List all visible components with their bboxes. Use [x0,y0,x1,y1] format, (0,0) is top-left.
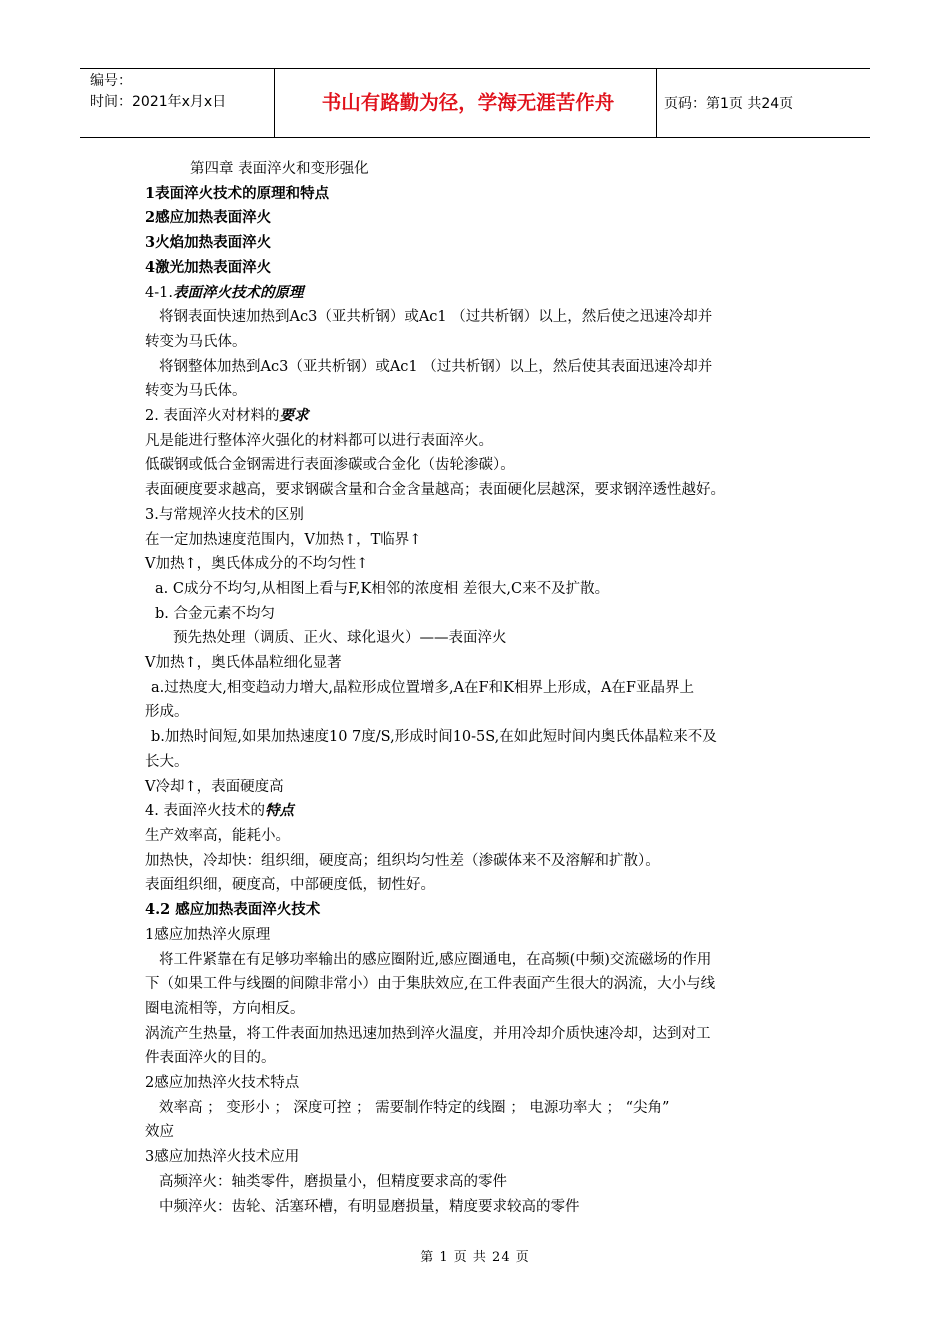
header-page-info: 页码：第1页 共24页 [664,96,794,112]
body-line-part: 4-1. [145,284,173,301]
body-line: 1表面淬火技术的原理和特点 [145,184,330,202]
body-line: 将工件紧靠在有足够功率输出的感应圈附近,感应圈通电，在高频(中频)交流磁场的作用 [159,951,712,968]
body-line: b.加热时间短,如果加热速度10 7度/S,形成时间10-5S,在如此短时间内奥氏体晶粒来不及 [151,729,717,746]
header-meta [90,71,226,113]
body-line: 4激光加热表面淬火 [145,258,272,276]
page-header [80,68,870,138]
body-line: V冷却↑，表面硬度高 [145,778,284,795]
body-line: 表面硬度要求越高，要求钢碳含量和合金含量越高；表面硬化层越深，要求钢淬透性越好。 [145,482,725,499]
body-line [145,404,813,429]
body-line: 表面组织细，硬度高，中部硬度低，韧性好。 [145,877,435,894]
body-line [145,281,813,306]
body-line: 生产效率高，能耗小。 [145,827,290,844]
body-line: 圈电流相等，方向相反。 [145,1000,305,1017]
body-line: 转变为马氏体。 [145,383,247,400]
body-line: 形成。 [145,704,189,721]
body-line: 将钢整体加热到Ac3（亚共析钢）或Ac1 （过共析钢）以上，然后使其表面迅速冷却并 [159,358,713,375]
header-number-label: 编号： [90,73,132,89]
body-line: 3.与常规淬火技术的区别 [145,506,304,523]
body-line: 转变为马氏体。 [145,333,247,350]
body-line: 3火焰加热表面淬火 [145,234,272,252]
body-line: 在一定加热速度范围内，V加热↑，T临界↑ [145,531,422,548]
body-line: 第四章 表面淬火和变形强化 [190,161,369,177]
body-line-part: 要求 [279,407,309,425]
header-motto: 书山有路勤为径，学海无涯苦作舟 [321,91,615,114]
body-line: 凡是能进行整体淬火强化的材料都可以进行表面淬火。 [145,432,493,449]
body-line: 4.2 感应加热表面淬火技术 [145,901,321,919]
body-line: 涡流产生热量，将工件表面加热迅速加热到淬火温度，并用冷却介质快速冷却，达到对工 [145,1025,711,1042]
body-line: 高频淬火：轴类零件，磨损量小，但精度要求高的零件 [159,1173,507,1190]
body-line: a.过热度大,相变趋动力增大,晶粒形成位置增多,A在F和K相界上形成，A在F亚晶界上 [151,679,694,696]
body-line: 中频淬火：齿轮、活塞环槽，有明显磨损量，精度要求较高的零件 [159,1198,580,1215]
body-line-part: 表面淬火技术的原理 [172,283,304,301]
body-line: 1感应加热淬火原理 [145,926,271,943]
body-line: 预先热处理（调质、正火、球化退火）——表面淬火 [173,630,507,647]
body-line: 效应 [145,1124,174,1141]
body-line: 2感应加热淬火技术特点 [145,1075,300,1092]
body-line: 下（如果工件与线圈的间隙非常小）由于集肤效应,在工件表面产生很大的涡流，大小与线 [145,976,716,993]
header-date: 时间：2021年x月x日 [90,94,227,110]
body-line [145,799,813,824]
body-line: 低碳钢或低合金钢需进行表面渗碳或合金化（齿轮渗碳）。 [145,457,515,474]
body-line: a. C成分不均匀,从相图上看与F,K相邻的浓度相 差很大,C来不及扩散。 [155,580,610,597]
body-line: 将钢表面快速加热到Ac3（亚共析钢）或Ac1 （过共析钢）以上，然后使之迅速冷却并 [159,309,713,326]
page-footer: 第 1 页 共 24 页 [420,1250,530,1265]
body-line: 3感应加热淬火技术应用 [145,1149,300,1166]
document-body [145,157,813,1219]
body-line: 件表面淬火的目的。 [145,1050,276,1067]
body-line: V加热↑，奥氏体成分的不均匀性↑ [145,556,369,573]
body-line: 长大。 [145,753,189,770]
body-line: 加热快，冷却快：组织细，硬度高；组织均匀性差（渗碳体来不及溶解和扩散）。 [145,852,660,869]
body-line-part: 2. 表面淬火对材料的 [145,408,280,425]
body-line-part: 特点 [264,802,294,820]
header-divider-left [274,69,275,137]
body-line: 效率高 ； 变形小 ； 深度可控 ； 需要制作特定的线圈 ； 电源功率大 ； “尖角” [159,1099,670,1116]
body-line: b. 合金元素不均匀 [155,605,275,622]
body-line-part: 4. 表面淬火技术的 [145,803,265,820]
body-line: V加热↑，奥氏体晶粒细化显著 [145,655,342,672]
body-line: 2感应加热表面淬火 [145,209,272,227]
